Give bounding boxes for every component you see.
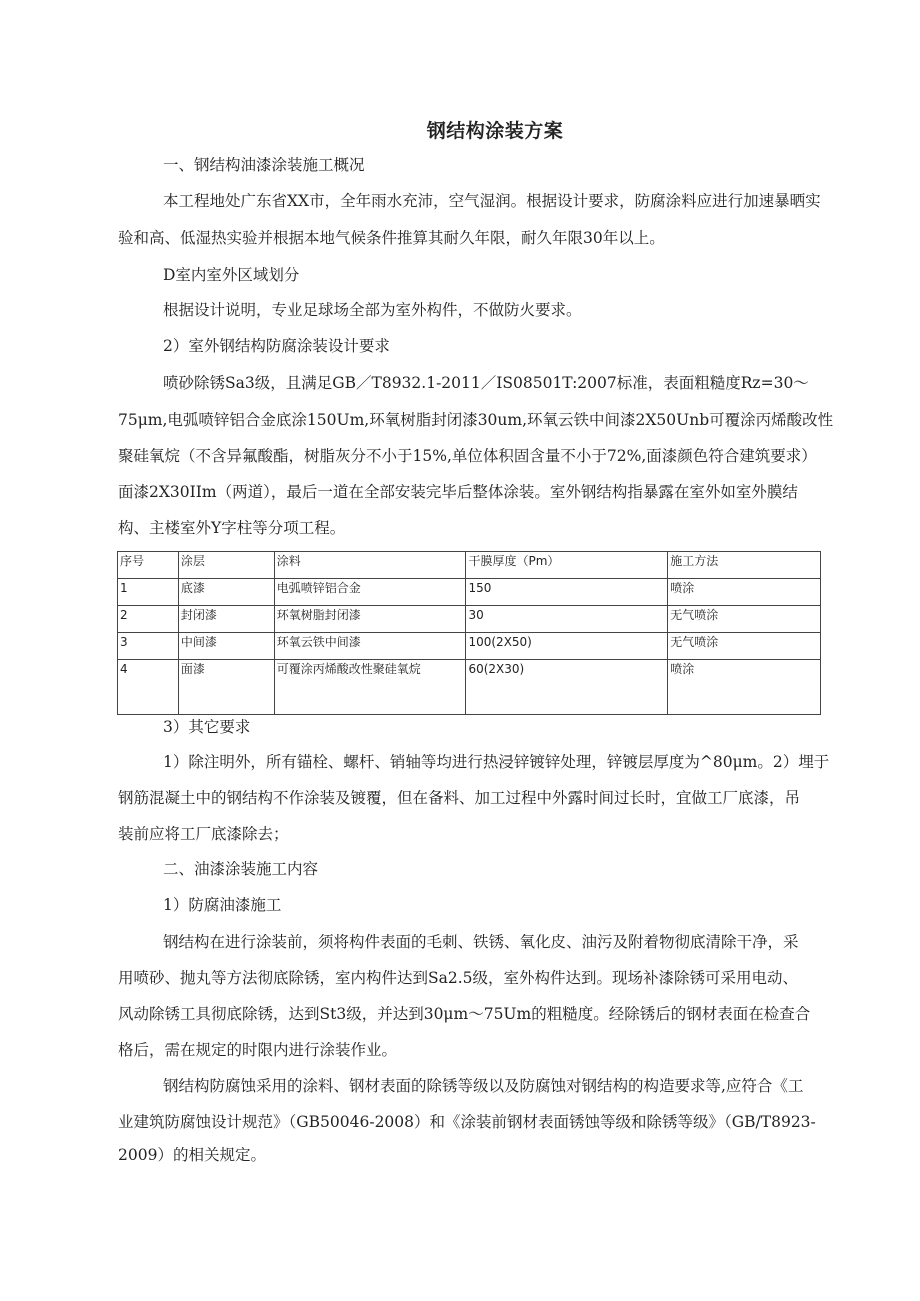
table-cell: 中间漆 — [178, 633, 274, 660]
table-cell: 30 — [466, 606, 668, 633]
section-heading-overview: 一、钢结构油漆涂装施工概况 — [163, 156, 365, 174]
table-cell: 可覆涂丙烯酸改性聚硅氧烷 — [274, 660, 466, 715]
standards-line-2: 业建筑防腐蚀设计规范》（GB50046-2008）和《涂装前钢材表面锈蚀等级和除锈等级》（GB/T8923- — [118, 1113, 816, 1131]
table-cell: 60(2X30) — [466, 660, 668, 715]
table-cell: 环氧云铁中间漆 — [274, 633, 466, 660]
subheading-anticorrosion: 1）防腐油漆施工 — [163, 896, 282, 914]
table-cell: 4 — [118, 660, 179, 715]
intro-line-2: 验和高、低湿热实验并根据本地气候条件推算其耐久年限，耐久年限30年以上。 — [118, 229, 665, 247]
table-cell: 封闭漆 — [178, 606, 274, 633]
intro-line-1: 本工程地处广东省XX市，全年雨水充沛，空气湿润。根据设计要求，防腐涂料应进行加速暴晒实 — [163, 192, 821, 210]
table-cell: 喷涂 — [668, 579, 821, 606]
page-title: 钢结构涂装方案 — [426, 120, 564, 142]
table-cell: 100(2X50) — [466, 633, 668, 660]
table-row — [118, 660, 821, 715]
prep-line-4: 格后，需在规定的时限内进行涂装作业。 — [118, 1041, 398, 1059]
section-heading-content: 二、油漆涂装施工内容 — [163, 860, 319, 878]
coating-table — [117, 551, 821, 715]
table-header-cell: 施工方法 — [668, 552, 821, 579]
other-line-2: 钢筋混凝土中的钢结构不作涂装及镀覆，但在备料、加工过程中外露时间过长时，宜做工厂底漆，吊 — [118, 789, 801, 807]
subheading-other-requirements: 3）其它要求 — [163, 718, 251, 736]
other-line-1: 1）除注明外，所有锚栓、螺杆、销轴等均进行热浸锌镀锌处理，锌镀层厚度为^80μm。2）埋于 — [163, 753, 830, 771]
table-cell: 无气喷涂 — [668, 633, 821, 660]
table-header-row — [118, 552, 821, 579]
table-header-cell: 干膜厚度（Pm） — [466, 552, 668, 579]
table-cell: 面漆 — [178, 660, 274, 715]
requirements-line-4: 面漆2X30IIm（两道），最后一道在全部安装完毕后整体涂装。室外钢结构指暴露在室外如室外膜结 — [118, 483, 798, 501]
prep-line-3: 风动除锈工具彻底除锈，达到St3级，并达到30μm～75Um的粗糙度。经除锈后的钢材表面在检查合 — [118, 1005, 811, 1023]
requirements-line-1: 喷砂除锈Sa3级，且满足GB／T8932.1-2011／IS08501T:2007标准，表面粗糙度Rz=30～ — [163, 374, 809, 392]
requirements-line-5: 构、主楼室外Y字柱等分项工程。 — [118, 519, 346, 537]
table-cell: 电弧喷锌铝合金 — [274, 579, 466, 606]
subheading-zone-division: D室内室外区域划分 — [163, 266, 300, 284]
table-header-cell: 涂料 — [274, 552, 466, 579]
zone-division-text: 根据设计说明，专业足球场全部为室外构件，不做防火要求。 — [163, 301, 582, 319]
table-header-cell: 涂层 — [178, 552, 274, 579]
other-line-3: 装前应将工厂底漆除去； — [118, 825, 289, 843]
table-row — [118, 633, 821, 660]
subheading-outdoor-requirements: 2）室外钢结构防腐涂装设计要求 — [163, 337, 390, 355]
table-cell: 150 — [466, 579, 668, 606]
prep-line-1: 钢结构在进行涂装前，须将构件表面的毛刺、铁锈、氧化皮、油污及附着物彻底清除干净，采 — [163, 933, 799, 951]
table-header-cell: 序号 — [118, 552, 179, 579]
prep-line-2: 用喷砂、抛丸等方法彻底除锈，室内构件达到Sa2.5级，室外构件达到。现场补漆除锈可采用电动、 — [118, 969, 799, 987]
table-cell: 2 — [118, 606, 179, 633]
table-cell: 1 — [118, 579, 179, 606]
table-cell: 喷涂 — [668, 660, 821, 715]
table-cell: 无气喷涂 — [668, 606, 821, 633]
table-cell: 底漆 — [178, 579, 274, 606]
table-row — [118, 606, 821, 633]
requirements-line-3: 聚硅氧烷（不含异氟酸酯，树脂灰分不小于15%,单位体积固含量不小于72%,面漆颜色符合建筑要求） — [118, 447, 817, 465]
standards-line-1: 钢结构防腐蚀采用的涂料、钢材表面的除锈等级以及防腐蚀对钢结构的构造要求等,应符合《工 — [163, 1077, 804, 1095]
table-cell: 环氧树脂封闭漆 — [274, 606, 466, 633]
table-cell: 3 — [118, 633, 179, 660]
requirements-line-2: 75μm,电弧喷锌铝合金底涂150Um,环氧树脂封闭漆30um,环氧云铁中间漆2X50Unb可覆涂丙烯酸改性 — [118, 411, 834, 429]
table-row — [118, 579, 821, 606]
standards-line-3: 2009）的相关规定。 — [118, 1146, 266, 1164]
